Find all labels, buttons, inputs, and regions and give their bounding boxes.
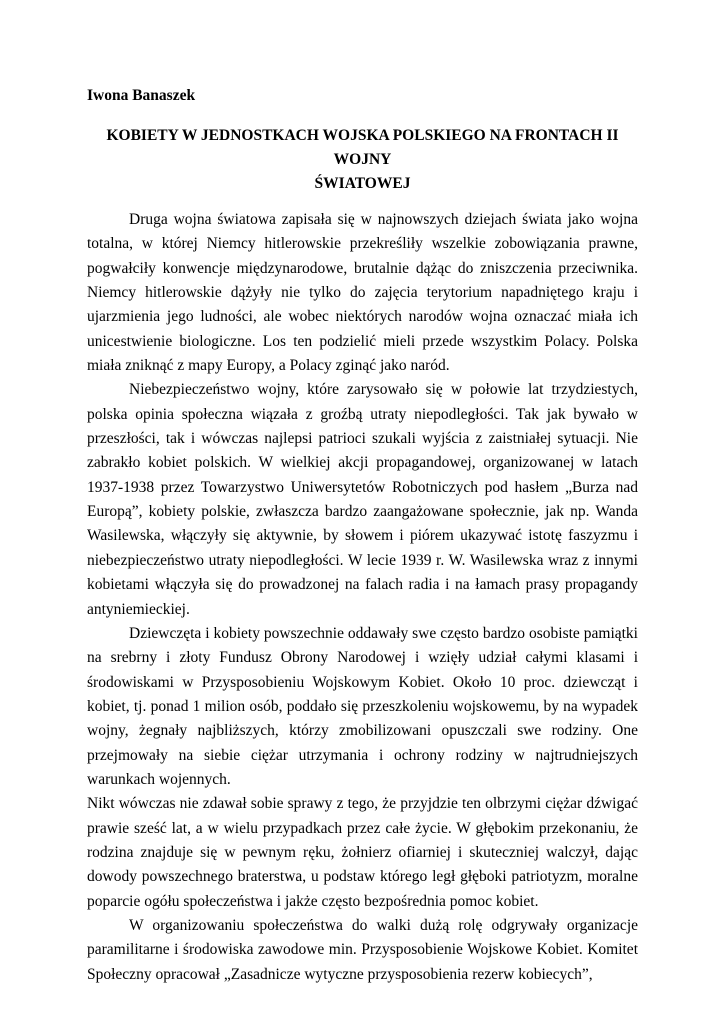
article-body [87,208,638,987]
title-line-2: ŚWIATOWEJ [314,175,411,192]
paragraph: Druga wojna światowa zapisała się w najnowszych dziejach świata jako wojna totalna, w której Niemcy hitlerowskie przekreśliły wszelkie zobowiązania prawne, pogwałciły konwencje międzynarodowe, brutalnie dążąc do zniszczenia przeciwnika. Niemcy hitlerowskie dążyły nie tylko do zajęcia terytorium napadniętego kraju i ujarzmienia jego ludności, ale wobec niektórych narodów wojna oznaczać miała ich unicestwienie biologiczne. Los ten podzielić mieli przede wszystkim Polacy. Polska miała zniknąć z mapy Europy, a Polacy zginąć jako naród. [87,211,638,375]
paragraph: Nikt wówczas nie zdawał sobie sprawy z tego, że przyjdzie ten olbrzymi ciężar dźwigać prawie sześć lat, a w wielu przypadkach przez całe życie. W głębokim przekonaniu, że rodzina znajduje się w pewnym ręku, żołnierz ofiarniej i skuteczniej walczył, dając dowody powszechnego braterstwa, u podstaw którego legł głęboki patriotyzm, moralne poparcie ogółu społeczeństwa i jakże często bezpośrednia pomoc kobiet. [87,795,638,910]
title-line-1: KOBIETY W JEDNOSTKACH WOJSKA POLSKIEGO NA FRONTACH II WOJNY [106,127,619,168]
author-name: Iwona Banaszek [87,87,196,104]
paragraph: Niebezpieczeństwo wojny, które zarysowało się w połowie lat trzydziestych, polska opinia społeczna wiązała z groźbą utraty niepodległości. Tak jak bywało w przeszłości, tak i wówczas najlepsi patrioci szukali wyjścia z zaistniałej sytuacji. Nie zabrakło kobiet polskich. W wielkiej akcji propagandowej, organizowanej w latach 1937-1938 przez Towarzystwo Uniwersytetów Robotniczych pod hasłem „Burza nad Europą”, kobiety polskie, zwłaszcza bardzo zaangażowane społecznie, jak np. Wanda Wasilewska, włączyły się aktywnie, by słowem i piórem ukazywać istotę faszyzmu i niebezpieczeństwo utraty niepodległości. W lecie 1939 r. W. Wasilewska wraz z innymi kobietami włączyła się do prowadzonej na falach radia i na łamach prasy propagandy antyniemieckiej. [87,381,638,618]
paragraph: Dziewczęta i kobiety powszechnie oddawały swe często bardzo osobiste pamiątki na srebrny i złoty Fundusz Obrony Narodowej i wzięły udział całymi klasami i środowiskami w Przysposobieniu Wojskowym Kobiet. Około 10 proc. dziewcząt i kobiet, tj. ponad 1 milion osób, poddało się przeszkoleniu wojskowemu, by na wypadek wojny, żegnały najbliższych, którzy zmobilizowani opuszczali swe rodziny. One przejmowały na siebie ciężar utrzymania i ochrony rodziny w najtrudniejszych warunkach wojennych. [87,624,638,788]
paragraph: W organizowaniu społeczeństwa do walki dużą rolę odgrywały organizacje paramilitarne i środowiska zawodowe min. Przysposobienie Wojskowe Kobiet. Komitet Społeczny opracował „Zasadnicze wytyczne przysposobienia rezerw kobiecych”, [87,916,638,983]
article-title [87,124,638,196]
